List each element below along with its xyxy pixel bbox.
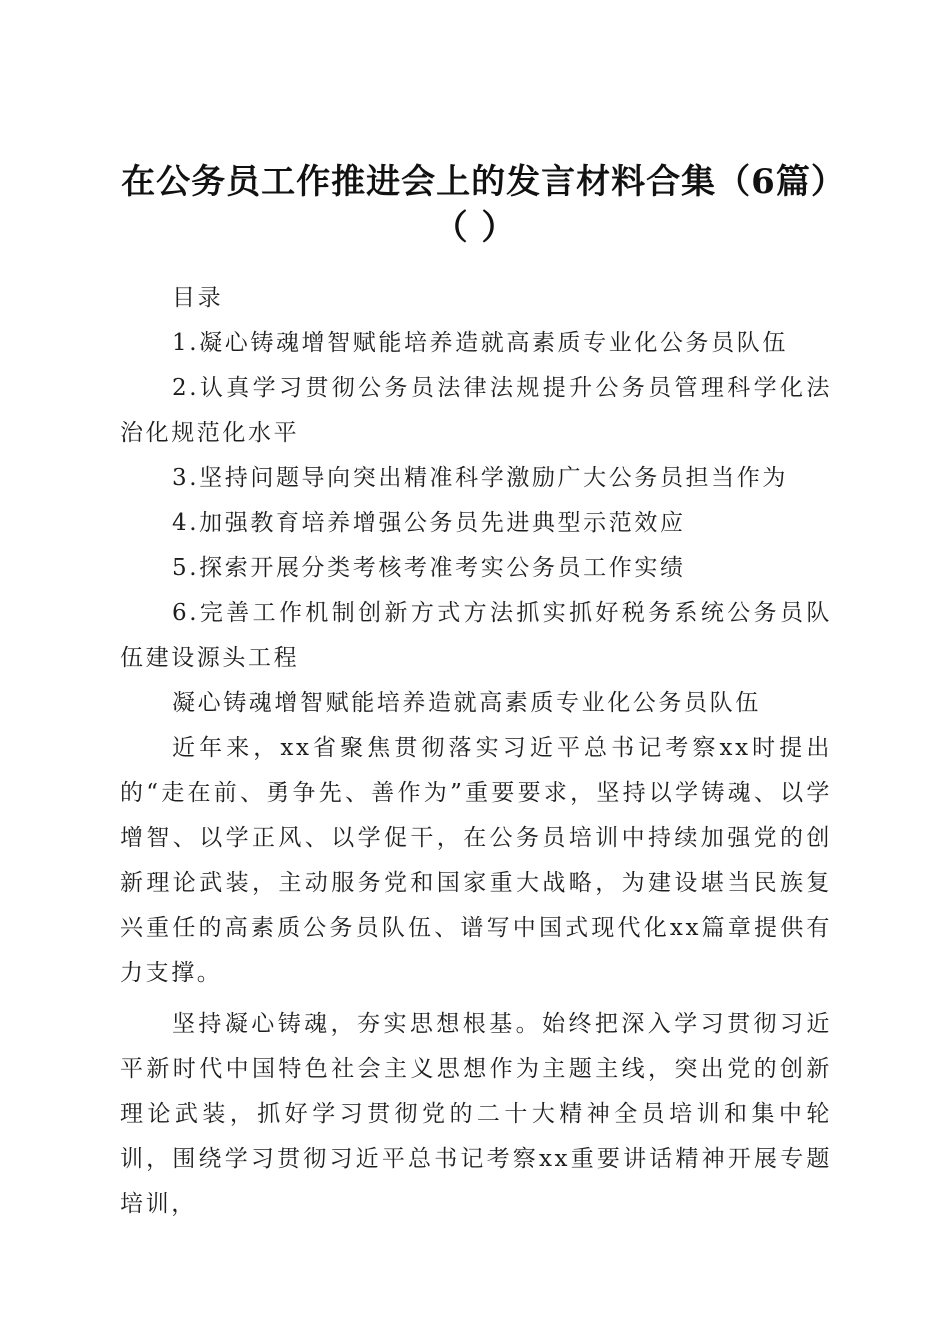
- toc-item: 4.加强教育培养增强公务员先进典型示范效应: [172, 510, 686, 536]
- toc-item: 2.认真学习贯彻公务员法律法规提升公务员管理科学化法治化规范化水平: [120, 375, 832, 446]
- toc-item: 1.凝心铸魂增智赋能培养造就高素质专业化公务员队伍: [172, 330, 788, 356]
- section-heading: 凝心铸魂增智赋能培养造就高素质专业化公务员队伍: [172, 690, 761, 716]
- body-paragraph: 近年来，xx省聚焦贯彻落实习近平总书记考察xx时提出的“走在前、勇争先、善作为”重要要求，坚持以学铸魂、以学增智、以学正风、以学促干，在公务员培训中持续加强党的创新理论武装，主动服务党和国家重大战略，为建设堪当民族复兴重任的高素质公务员队伍、谱写中国式现代化xx篇章提供有力支撑。: [120, 735, 832, 986]
- body-paragraph: 坚持凝心铸魂，夯实思想根基。始终把深入学习贯彻习近平新时代中国特色社会主义思想作为主题主线，突出党的创新理论武装，抓好学习贯彻党的二十大精神全员培训和集中轮训，围绕学习贯彻习近平总书记考察xx重要讲话精神开展专题培训，: [120, 1011, 832, 1217]
- toc-item: 3.坚持问题导向突出精准科学激励广大公务员担当作为: [172, 465, 788, 491]
- toc-item: 5.探索开展分类考核考准考实公务员工作实绩: [172, 555, 686, 581]
- document-body: [120, 276, 832, 1227]
- toc-heading: 目录: [172, 285, 224, 311]
- toc-item: 6.完善工作机制创新方式方法抓实抓好税务系统公务员队伍建设源头工程: [120, 600, 832, 671]
- document-title: 在公务员工作推进会上的发言材料合集（6篇）（ ）: [121, 161, 829, 248]
